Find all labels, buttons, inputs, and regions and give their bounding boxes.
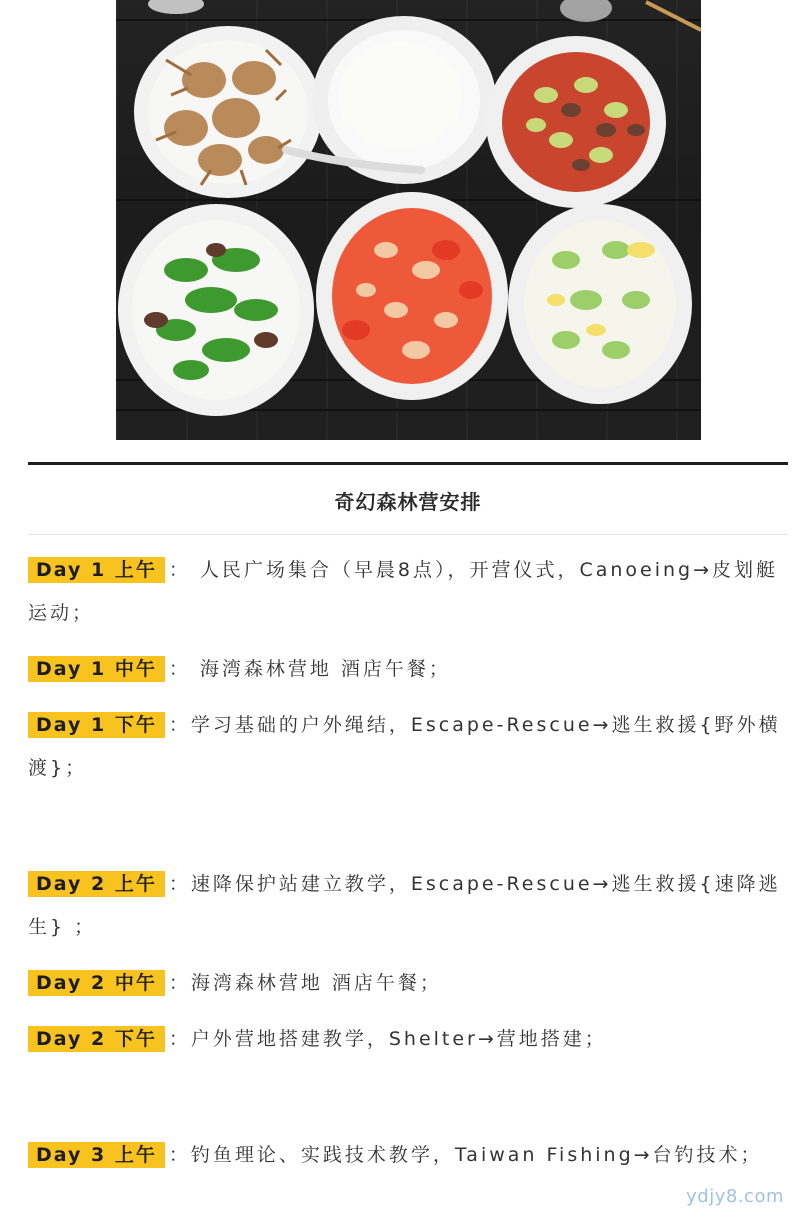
watermark: ydjy8.com <box>686 1186 784 1207</box>
time-tag: Day 3 上午 <box>28 1142 165 1168</box>
schedule-list <box>28 549 788 1177</box>
food-photo <box>116 0 701 440</box>
plate-rice <box>286 16 496 184</box>
schedule-text: ：速降保护站建立教学，Escape-Rescue→逃生救援{速降逃生} ； <box>28 873 781 938</box>
schedule-item <box>28 962 788 1005</box>
plate-tomato-egg <box>316 192 508 400</box>
plate-zucchini-egg <box>508 204 692 404</box>
plate-green-pepper <box>118 204 314 416</box>
schedule-text: ：学习基础的户外绳结，Escape-Rescue→逃生救援{野外横渡}； <box>28 714 781 779</box>
schedule-item <box>28 863 788 949</box>
time-tag: Day 1 上午 <box>28 557 165 583</box>
plate-crabs <box>134 26 322 198</box>
schedule-text: ：海湾森林营地 酒店午餐； <box>168 972 442 994</box>
schedule-item <box>28 648 788 691</box>
plate-beef-zucchini <box>486 36 666 208</box>
page-title: 奇幻森林营安排 <box>334 490 482 514</box>
food-photo-illustration <box>116 0 701 440</box>
schedule-text: ：户外营地搭建教学，Shelter→营地搭建； <box>168 1028 607 1050</box>
time-tag: Day 2 下午 <box>28 1026 165 1052</box>
schedule-text: ： 人民广场集合（早晨8点），开营仪式，Canoeing→皮划艇运动； <box>28 559 779 624</box>
time-tag: Day 1 中午 <box>28 656 165 682</box>
time-tag: Day 2 中午 <box>28 970 165 996</box>
schedule-item <box>28 1018 788 1061</box>
section-divider <box>28 462 788 465</box>
schedule-text: ：钓鱼理论、实践技术教学，Taiwan Fishing→台钓技术； <box>168 1144 763 1166</box>
schedule-text: ： 海湾森林营地 酒店午餐； <box>168 658 451 680</box>
time-tag: Day 1 下午 <box>28 712 165 738</box>
schedule-item <box>28 704 788 790</box>
schedule-item <box>28 1134 788 1177</box>
time-tag: Day 2 上午 <box>28 871 165 897</box>
title-underline <box>28 534 788 535</box>
schedule-item <box>28 549 788 635</box>
